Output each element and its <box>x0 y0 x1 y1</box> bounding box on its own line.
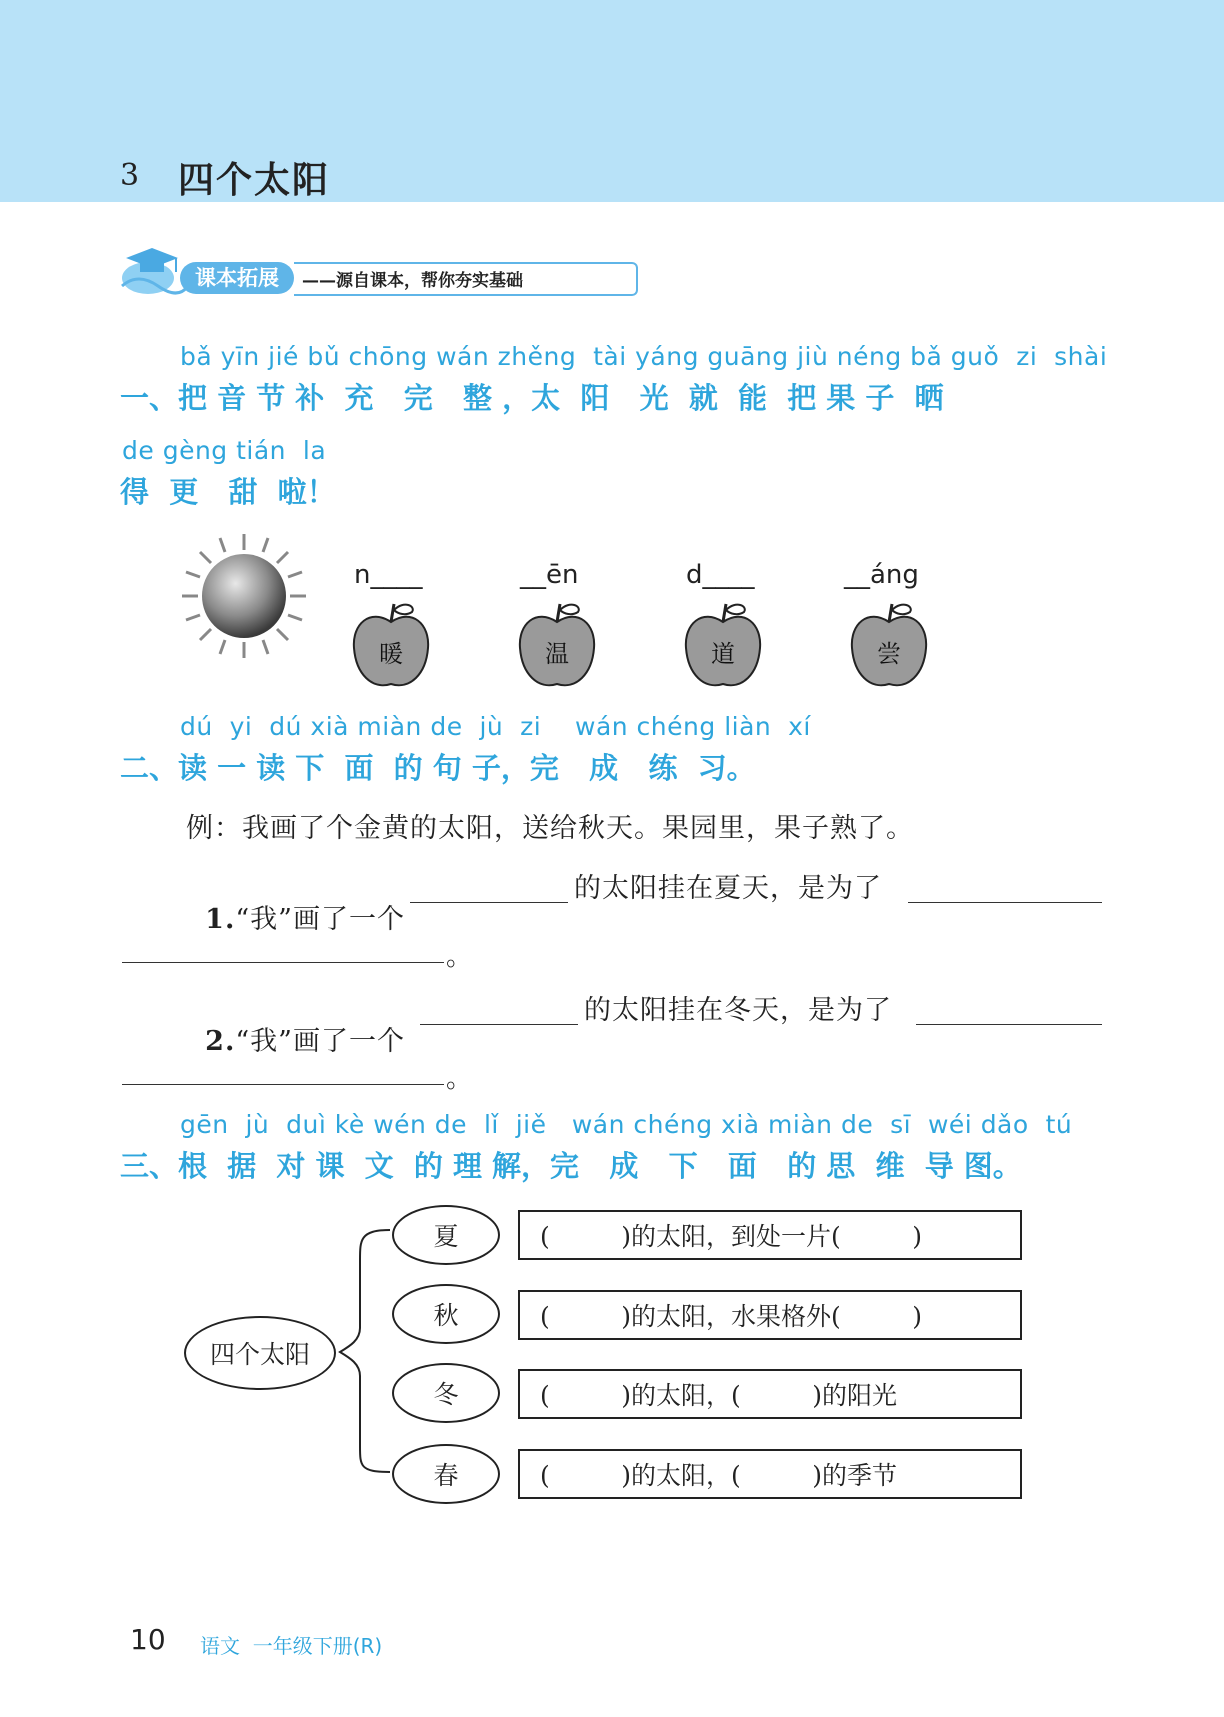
q2-s2-blank-1[interactable] <box>420 1024 578 1025</box>
q2-s2-blank-3[interactable] <box>122 1084 444 1085</box>
q2-s2-part-b: 的太阳挂在冬天，是为了 <box>584 995 892 1026</box>
q2-s2-number: 2. <box>205 1026 236 1057</box>
mind-map <box>170 1200 1030 1510</box>
banner-subtitle: ——源自课本，帮你夯实基础 <box>302 271 523 291</box>
apple-character: 暖 <box>379 640 403 668</box>
lesson-title: 四个太阳 <box>178 160 331 201</box>
q1-item-2-pinyin: __ēn <box>520 560 579 590</box>
q1-item-3-pinyin: d____ <box>686 560 755 590</box>
mind-map-center: 四个太阳 <box>184 1316 336 1390</box>
banner-label: 课本拓展 <box>180 262 294 294</box>
season-oval-winter: 冬 <box>392 1363 500 1423</box>
q2-s1-blank-2[interactable] <box>908 902 1102 903</box>
q2-pinyin: dú yi dú xià miàn de jù zi wán chéng liàn xí <box>180 712 811 741</box>
season-box-spring: ( )的太阳，( )的季节 <box>518 1449 1022 1499</box>
q3-pinyin: gēn jù duì kè wén de lǐ jiě wán chéng xià miàn de sī wéi dǎo tú <box>180 1110 1073 1139</box>
q1-pinyin-line2: de gèng tián la <box>122 436 327 465</box>
q2-heading: 二、读 一 读 下 面 的 句 子，完 成 练 习。 <box>120 751 756 785</box>
apple-character: 尝 <box>877 640 901 668</box>
q2-s1-part-a: “我”画了一个 <box>235 904 405 935</box>
q3-heading: 三、根 据 对 课 文 的 理 解，完 成 下 面 的 思 维 导 图。 <box>120 1149 1022 1183</box>
season-box-summer: ( )的太阳，到处一片( ) <box>518 1210 1022 1260</box>
q2-s1-part-b: 的太阳挂在夏天，是为了 <box>574 873 882 904</box>
apple-2 <box>516 600 598 692</box>
q2-s1-period: 。 <box>446 942 473 972</box>
sun-image <box>180 532 308 660</box>
season-box-autumn: ( )的太阳，水果格外( ) <box>518 1290 1022 1340</box>
q1-heading-line1: 一、把 音 节 补 充 完 整 ，太 阳 光 就 能 把 果 子 晒 <box>120 381 944 415</box>
q1-heading-line2: 得 更 甜 啦！ <box>120 475 336 509</box>
apple-1 <box>350 600 432 692</box>
q2-s1-blank-3[interactable] <box>122 962 444 963</box>
section-banner <box>118 242 523 298</box>
q2-s1-blank-1[interactable] <box>410 902 568 903</box>
q1-item-1-pinyin: n____ <box>354 560 423 590</box>
footer-book-title: 语文 一年级下册(R) <box>200 1634 383 1658</box>
q2-s2-period: 。 <box>446 1064 473 1094</box>
season-box-winter: ( )的太阳，( )的阳光 <box>518 1369 1022 1419</box>
q2-sentence-2 <box>186 988 405 1058</box>
apple-4 <box>848 600 930 692</box>
q2-sentence-1 <box>186 866 405 936</box>
season-oval-autumn: 秋 <box>392 1284 500 1344</box>
season-oval-spring: 春 <box>392 1444 500 1504</box>
q2-s2-part-a: “我”画了一个 <box>235 1026 405 1057</box>
apple-character: 温 <box>545 640 569 668</box>
q1-item-4-pinyin: __áng <box>844 560 919 590</box>
q2-s1-number: 1. <box>205 904 236 935</box>
season-oval-summer: 夏 <box>392 1205 500 1265</box>
q1-pinyin-line1: bǎ yīn jié bǔ chōng wán zhěng tài yáng guāng jiù néng bǎ guǒ zi shài <box>180 342 1108 371</box>
apple-character: 道 <box>711 640 735 668</box>
q2-example: 例：我画了个金黄的太阳，送给秋天。果园里，果子熟了。 <box>186 813 914 844</box>
lesson-number: 3 <box>120 158 140 193</box>
q2-s2-blank-2[interactable] <box>916 1024 1102 1025</box>
page-number: 10 <box>130 1623 166 1656</box>
graduation-cap-icon <box>118 242 188 298</box>
apple-3 <box>682 600 764 692</box>
